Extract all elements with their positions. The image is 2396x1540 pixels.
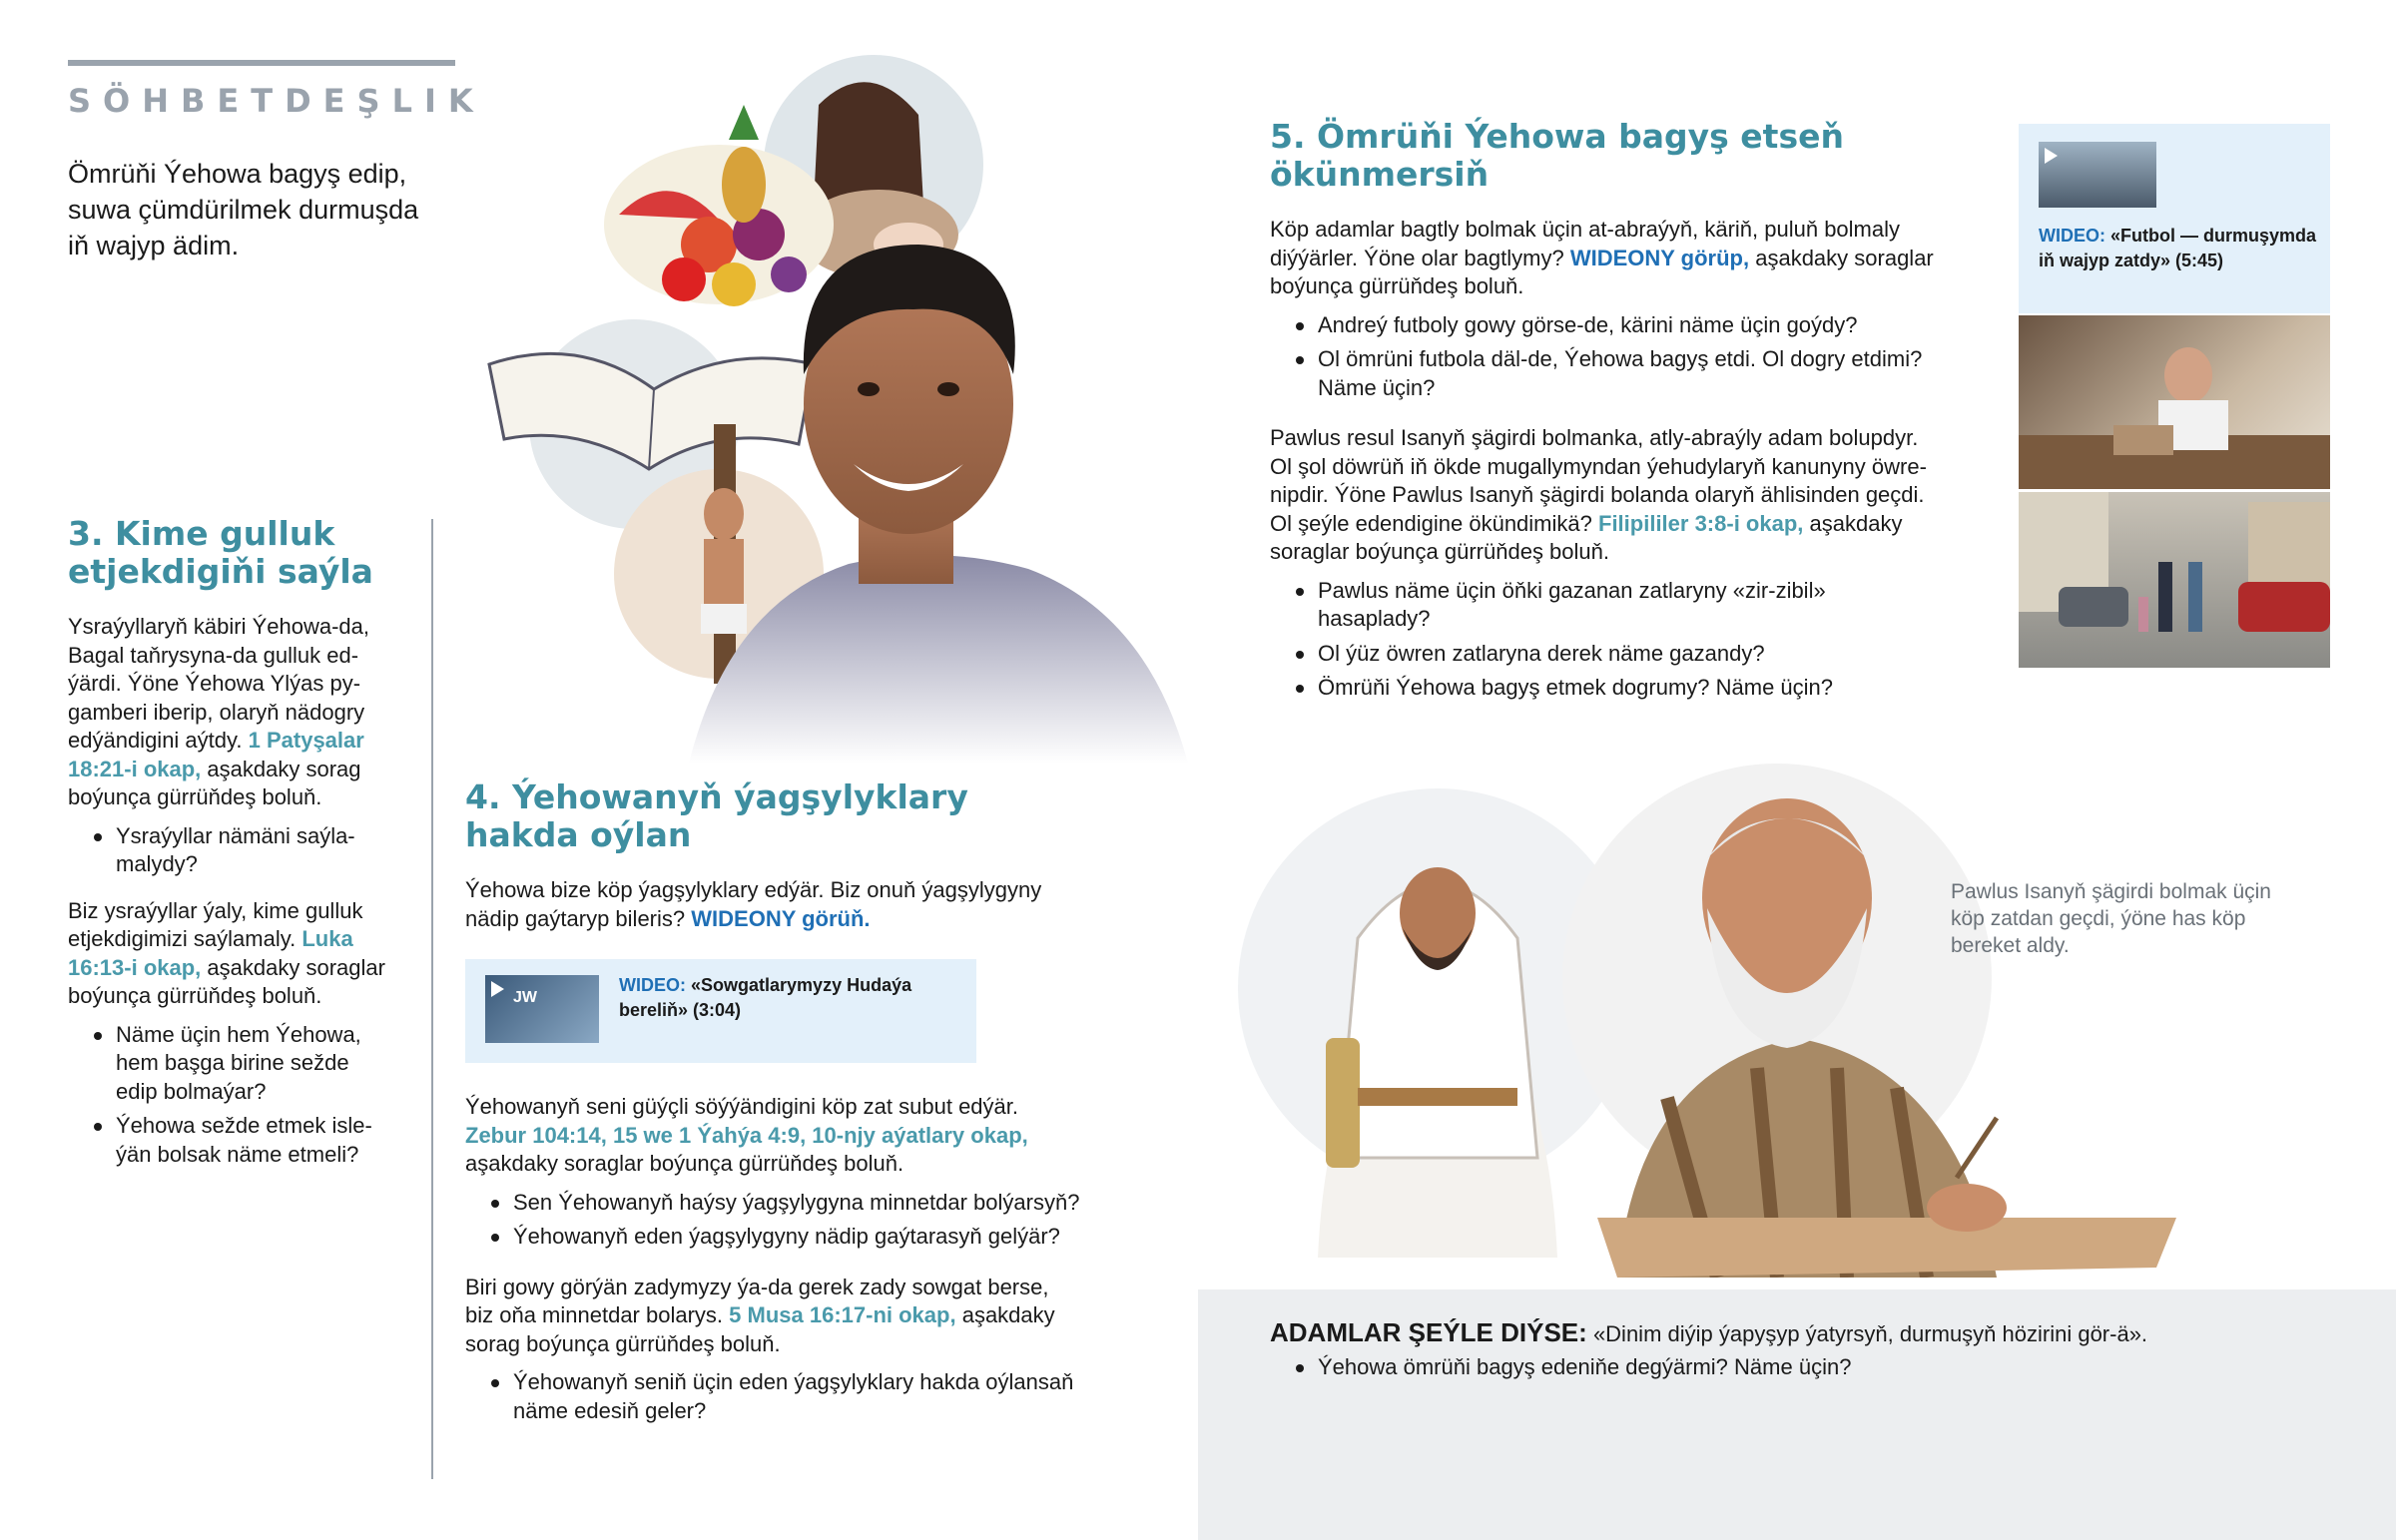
section3-title: 3. Kime gulluk etjekdigiňi saýla: [68, 514, 373, 591]
section4: [465, 778, 1124, 1431]
section4-paragraph2: Ýehowanyň seni güýçli söýýändigini köp zat subut edýär. Zebur 104:14, 15 we 1 Ýahýa 4:9, 10-njy aýatlary okap, aşakdaky soraglar boýunça gürrüňdeş boluň.: [465, 1093, 1124, 1179]
section5-title: 5. Ömrüňi Ýehowa bagyş etseň ökünmersiň: [1270, 117, 1844, 194]
scripture-link-luke[interactable]: Luka: [301, 926, 353, 951]
paul-illustration: [1238, 739, 2176, 1278]
section3-paragraph2: Biz ysraýyllar ýaly, kime gulluk etjekdigimizi saýlamaly. Luka 16:13-i okap, aşakdaky soraglar boýunça gürrüňdeş boluň.: [68, 897, 385, 1008]
video-card-gifts[interactable]: [465, 959, 976, 1063]
video-card-football[interactable]: [2019, 124, 2330, 313]
section4-questions-2: [465, 1368, 1124, 1425]
list-item: Ýehowa sežde etmek isle- ýän bolsak näme etmeli?: [116, 1112, 407, 1169]
section3: [68, 515, 407, 1175]
scripture-link-1kings-cont[interactable]: 18:21-i okap,: [68, 756, 202, 781]
photo-man-laptop-art: [2019, 315, 2330, 489]
play-icon: [2045, 148, 2058, 164]
scripture-link-phil[interactable]: Filipililer 3:8-i okap,: [1598, 510, 1804, 536]
collage-illustration: [469, 45, 1188, 764]
list-item: Pawlus näme üçin öňki gazanan zatlaryny «zir-zibil» hasaplady?: [1318, 577, 1989, 634]
section5-paragraph2: Pawlus resul Isanyň şägirdi bolmanka, atly-abraýly adam bolupdyr. Ol şol döwrüň iň ökde mugallymyndan ýehudylaryň kanunyny öwre- nipdir. Ýöne Pawlus Isanyň şägirdi bolanda olaryň ählisinden geçdi. Ol şeýle edendigine ökündimikä? Filipililer 3:8-i okap, aşakdaky soraglar boýunça gürrüňdeş boluň.: [1270, 425, 1927, 564]
people-say-questions: [1270, 1353, 1851, 1388]
list-item: Andreý futboly gowy görse-de, kärini näme üçin goýdy?: [1318, 311, 1989, 340]
section3-paragraph1: Ysraýyllaryň käbiri Ýehowa-da, Bagal taňrysyna-da gulluk ed- ýärdi. Ýöne Ýehowa Ylýas py- gamberi iberip, olaryň nädogry edýändigini aýtdy. 1 Patyşalar 18:21-i okap, aşakdaky sorag boýunça gürrüňdeş boluň.: [68, 614, 370, 809]
scripture-link-luke-cont[interactable]: 16:13-i okap,: [68, 954, 202, 980]
section4-questions-1: [465, 1189, 1124, 1252]
section5-paragraph1: Köp adamlar bagtly bolmak üçin at-abraýyň, käriň, puluň bolmaly diýýärler. Ýöne olar bagtlymy? WIDEONY görüp, aşakdaky soraglar boýunça gürrüňdeş boluň.: [1270, 217, 1934, 298]
watch-video-link[interactable]: WIDEONY görüň.: [691, 905, 871, 931]
section5: [1270, 118, 1989, 709]
scripture-link-deut[interactable]: 5 Musa 16:17-ni okap,: [729, 1302, 956, 1327]
people-say-line: [1270, 1317, 2147, 1349]
list-item: Ýehowanyň seniň üçin eden ýagşylyklary hakda oýlansaň näme edesiň geler?: [513, 1368, 1124, 1425]
video-title-football: WIDEO: «Futbol — durmuşymda iň wajyp zatdy» (5:45): [2039, 226, 2317, 270]
scripture-link-1kings[interactable]: 1 Patyşalar: [248, 728, 364, 753]
people-say-quote: «Dinim diýip ýapyşyp ýatyrsyň, durmuşyň hözirini gör-ä».: [1592, 1321, 2148, 1346]
play-icon: [491, 981, 504, 997]
list-item: Ol ömrüni futbola däl-de, Ýehowa bagyş etdi. Ol dogry etdimi? Näme üçin?: [1318, 345, 1989, 402]
section4-title: 4. Ýehowanyň ýagşylyklary hakda oýlan: [465, 777, 968, 854]
list-item: Ol ýüz öwren zatlaryna derek näme gazandy?: [1318, 640, 1989, 669]
intro-text: Ömrüňi Ýehowa bagyş edip, suwa çümdürilmek durmuşda iň wajyp ädim.: [68, 159, 419, 260]
scripture-link-psalms[interactable]: Zebur 104:14, 15 we 1 Ýahýa 4:9, 10-njy aýatlary okap,: [465, 1122, 1028, 1148]
jw-badge: JW: [513, 989, 537, 1006]
column-divider: [431, 519, 433, 1479]
list-item: Ömrüňi Ýehowa bagyş etmek dogrumy? Näme üçin?: [1318, 674, 1989, 703]
video-thumbnail[interactable]: [485, 975, 599, 1043]
section-label: SÖHBETDEŞLIK: [68, 82, 485, 120]
paul-caption: Pawlus Isanyň şägirdi bolmak üçin köp zatdan geçdi, ýöne has köp bereket aldy.: [1951, 880, 2271, 957]
section3-questions-2: [68, 1021, 407, 1170]
section5-questions-1: [1270, 311, 1989, 403]
section3-questions-1: [68, 822, 407, 879]
header-rule: [68, 60, 455, 66]
list-item: Näme üçin hem Ýehowa, hem başga birine sežde edip bolmaýar?: [116, 1021, 407, 1107]
photo-street-art: [2019, 492, 2330, 668]
list-item: Ysraýyllar nämäni saýla- malydy?: [116, 822, 407, 879]
section4-paragraph3: Biri gowy görýän zadymyzy ýa-da gerek zady sowgat berse, biz oňa minnetdar bolarys. 5 Musa 16:17-ni okap, aşakdaky sorag boýunça gürrüňdeş boluň.: [465, 1274, 1055, 1356]
people-say-label: ADAMLAR ŞEÝLE DIÝSE:: [1270, 1317, 1587, 1347]
section4-paragraph1: Ýehowa bize köp ýagşylyklary edýär. Biz onuň ýagşylygyny nädip gaýtaryp bileris? WIDEONY görüň.: [465, 877, 1042, 931]
people-say-box: [1198, 1289, 2396, 1540]
list-item: Ýehowa ömrüňi bagyş edeniňe degýärmi? Näme üçin?: [1318, 1353, 1851, 1382]
video-thumbnail-football[interactable]: [2039, 142, 2156, 208]
video-title: WIDEO: «Sowgatlarymyzy Hudaýa bereliň» (3:04): [619, 975, 912, 1020]
watch-video-link-2[interactable]: WIDEONY görüp,: [1569, 245, 1750, 270]
section5-questions-2: [1270, 577, 1989, 703]
list-item: Sen Ýehowanyň haýsy ýagşylygyna minnetdar bolýarsyň?: [513, 1189, 1124, 1218]
list-item: Ýehowanyň eden ýagşylygyny nädip gaýtarasyň gelýär?: [513, 1223, 1124, 1252]
